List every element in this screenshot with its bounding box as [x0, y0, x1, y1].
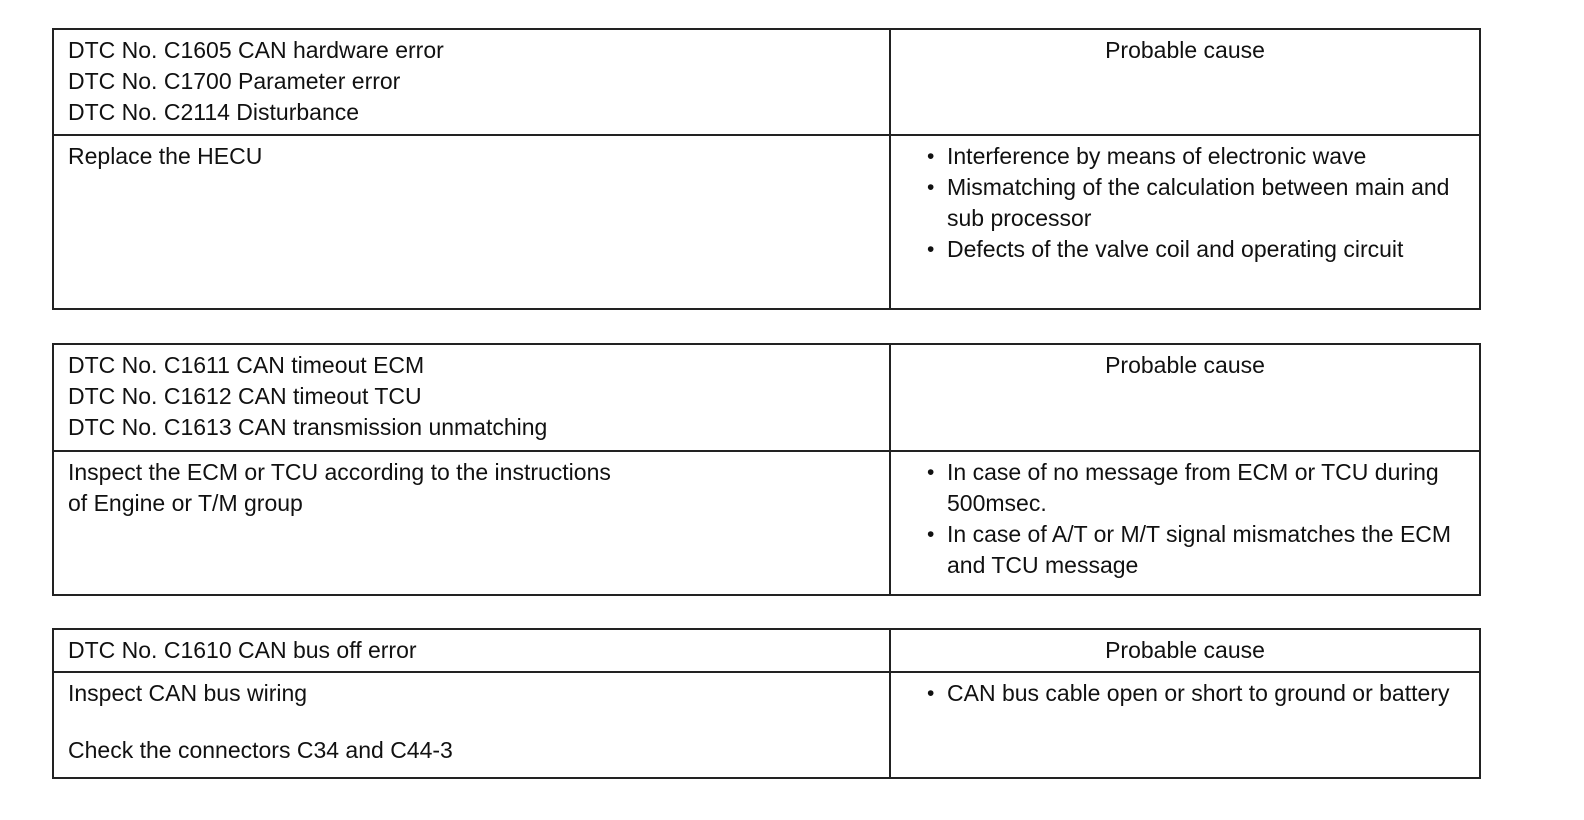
dtc-codes-cell	[53, 629, 890, 672]
probable-cause-header: Probable cause	[890, 629, 1480, 672]
dtc-codes-cell	[53, 344, 890, 451]
dtc-line: DTC No. C1613 CAN transmission unmatching	[68, 414, 548, 440]
causes-cell	[890, 451, 1480, 595]
action-line: Replace the HECU	[68, 143, 263, 169]
causes-list	[905, 457, 1465, 581]
dtc-line: DTC No. C1611 CAN timeout ECM	[68, 352, 425, 378]
action-cell	[53, 451, 890, 595]
causes-list	[905, 678, 1465, 709]
probable-cause-header: Probable cause	[890, 29, 1480, 135]
dtc-line: DTC No. C1700 Parameter error	[68, 68, 401, 94]
action-line: Inspect the ECM or TCU according to the instructions	[68, 459, 611, 485]
action-cell	[53, 135, 890, 309]
action-line: of Engine or T/M group	[68, 490, 303, 516]
list-item: • In case of no message from ECM or TCU during 500msec.	[927, 457, 1465, 519]
list-item: • Mismatching of the calculation between main and sub processor	[927, 172, 1465, 234]
table-header-row	[53, 344, 1480, 451]
dtc-table-2	[52, 343, 1481, 596]
action-cell	[53, 672, 890, 778]
list-item: • Interference by means of electronic wave	[927, 141, 1465, 172]
table-body-row	[53, 135, 1480, 309]
action-line: Inspect CAN bus wiring	[68, 680, 308, 706]
dtc-line: DTC No. C1610 CAN bus off error	[68, 637, 417, 663]
dtc-line: DTC No. C1605 CAN hardware error	[68, 37, 444, 63]
list-item: • In case of A/T or M/T signal mismatches the ECM and TCU message	[927, 519, 1465, 581]
dtc-table-3	[52, 628, 1481, 779]
probable-cause-header: Probable cause	[890, 344, 1480, 451]
dtc-codes-cell	[53, 29, 890, 135]
table-header-row	[53, 29, 1480, 135]
table-body-row	[53, 451, 1480, 595]
dtc-line: DTC No. C1612 CAN timeout TCU	[68, 383, 422, 409]
table-body-row	[53, 672, 1480, 778]
dtc-table-1	[52, 28, 1481, 310]
causes-cell	[890, 135, 1480, 309]
list-item: • Defects of the valve coil and operating circuit	[927, 234, 1465, 265]
table-header-row	[53, 629, 1480, 672]
list-item: • CAN bus cable open or short to ground or battery	[927, 678, 1465, 709]
causes-list	[905, 141, 1465, 265]
action-line: Check the connectors C34 and C44-3	[68, 737, 453, 763]
causes-cell	[890, 672, 1480, 778]
dtc-line: DTC No. C2114 Disturbance	[68, 99, 360, 125]
